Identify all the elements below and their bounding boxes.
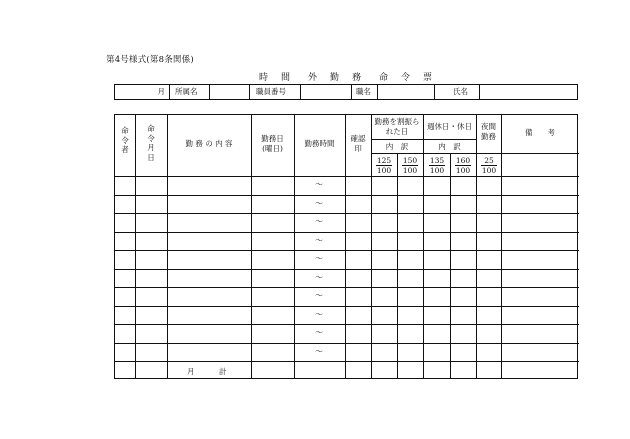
seal-header: 確認 xyxy=(350,134,366,143)
row-divider xyxy=(115,213,579,214)
work-hours-range-marker[interactable]: ～ xyxy=(315,254,323,263)
name-field[interactable] xyxy=(480,85,577,99)
row-divider xyxy=(115,306,579,307)
header-divider xyxy=(501,153,579,154)
rate-150 xyxy=(398,156,422,175)
staff-number-label: 職員番号 xyxy=(256,87,286,96)
column-divider xyxy=(345,115,346,378)
work-hours-header: 勤務時間 xyxy=(304,139,335,148)
work-content-header: 勤 務 の 内 容 xyxy=(185,139,233,148)
order-date-char: 月 xyxy=(147,143,155,152)
header-divider xyxy=(476,153,501,154)
breakdown-header: 内 訳 xyxy=(385,142,409,151)
column-divider xyxy=(501,115,502,378)
work-date-header: 勤務日 xyxy=(261,134,284,143)
holiday-header: 週休日・休日 xyxy=(427,122,472,131)
rate-denominator: 100 xyxy=(402,166,418,175)
title-char: 務 xyxy=(352,73,362,83)
order-date-char: 命 xyxy=(147,124,155,133)
subcolumn-divider xyxy=(397,153,398,378)
department-label-cell xyxy=(170,85,210,99)
order-date-char: 令 xyxy=(147,133,155,143)
title-char: 令 xyxy=(401,73,411,83)
row-divider xyxy=(115,361,579,362)
title-char: 勤 xyxy=(330,73,340,83)
header-box xyxy=(114,84,578,100)
night-header-2: 勤務 xyxy=(481,132,496,141)
column-divider xyxy=(251,115,252,378)
rate-denominator: 100 xyxy=(376,166,392,175)
rate-denominator: 100 xyxy=(455,166,471,175)
rate-numerator: 150 xyxy=(402,156,418,165)
breakdown-header-2: 内 訳 xyxy=(438,142,461,151)
month-cell[interactable] xyxy=(115,85,170,99)
header-divider xyxy=(371,139,476,140)
job-title-label-cell xyxy=(352,85,378,99)
work-hours-range-marker[interactable]: ～ xyxy=(315,309,323,319)
staff-number-label-cell xyxy=(250,85,301,99)
row-divider xyxy=(115,324,579,325)
job-title-field[interactable] xyxy=(378,85,435,99)
title-char: 票 xyxy=(423,73,433,83)
column-divider xyxy=(135,115,136,378)
column-divider xyxy=(294,115,295,378)
row-divider xyxy=(115,195,579,196)
rate-denominator: 100 xyxy=(429,166,445,175)
rate-160 xyxy=(451,156,475,175)
staff-number-field[interactable] xyxy=(301,85,352,99)
column-divider xyxy=(423,115,424,378)
total-month-label: 月 xyxy=(187,367,195,376)
rate-numerator: 160 xyxy=(455,156,471,165)
order-date-header xyxy=(146,124,156,162)
column-divider xyxy=(371,115,372,378)
title-char: 時 xyxy=(259,73,269,83)
orderer-header xyxy=(120,126,130,155)
work-hours-range-marker[interactable]: ～ xyxy=(315,291,323,300)
header-divider xyxy=(371,153,476,154)
row-divider xyxy=(115,343,579,344)
work-hours-range-marker[interactable]: ～ xyxy=(315,328,323,337)
rate-numerator: 25 xyxy=(481,156,497,166)
work-hours-range-marker[interactable]: ～ xyxy=(315,180,323,189)
work-hours-range-marker[interactable]: ～ xyxy=(315,235,323,245)
name-label: 氏名 xyxy=(453,87,468,96)
title-char: 外 xyxy=(308,73,318,83)
remarks-header: 備 考 xyxy=(525,128,555,137)
month-label: 月 xyxy=(157,87,165,96)
row-divider xyxy=(115,269,579,270)
orderer-char: 令 xyxy=(121,135,129,145)
name-label-cell xyxy=(435,85,480,99)
column-divider xyxy=(476,115,477,378)
header-bottom-line xyxy=(115,176,579,177)
title-char: 間 xyxy=(281,73,291,83)
department-label: 所属名 xyxy=(175,87,198,96)
work-hours-range-marker[interactable]: ～ xyxy=(315,346,323,356)
rate-numerator: 125 xyxy=(376,156,392,165)
subcolumn-divider xyxy=(450,153,451,378)
department-field[interactable] xyxy=(210,85,250,99)
work-hours-range-marker[interactable]: ～ xyxy=(315,198,323,208)
order-date-char: 日 xyxy=(147,152,155,162)
form-label: 第4号様式(第8条関係) xyxy=(106,55,194,65)
row-divider xyxy=(115,232,579,233)
work-hours-range-marker[interactable]: ～ xyxy=(315,217,323,226)
overtime-grid xyxy=(114,114,578,379)
work-hours-range-marker[interactable]: ～ xyxy=(315,272,323,282)
rate-25 xyxy=(477,156,501,175)
rate-denominator: 100 xyxy=(481,166,497,175)
job-title-label: 職名 xyxy=(356,87,371,96)
night-header: 夜間 xyxy=(481,122,496,131)
work-date-weekday-header: (曜日) xyxy=(262,144,283,153)
orderer-char: 命 xyxy=(121,126,129,135)
row-divider xyxy=(115,250,579,251)
title-char: 命 xyxy=(379,73,389,83)
rate-135 xyxy=(425,156,449,175)
orderer-char: 者 xyxy=(121,145,129,154)
rate-numerator: 135 xyxy=(429,156,445,165)
total-sum-label: 計 xyxy=(219,367,227,376)
row-divider xyxy=(115,287,579,288)
reassigned-header: 勤務を割振ら xyxy=(374,117,420,126)
seal-header-2: 印 xyxy=(354,144,362,153)
column-divider xyxy=(167,115,168,378)
rate-125 xyxy=(372,156,396,175)
reassigned-header-2: れた日 xyxy=(385,127,409,136)
